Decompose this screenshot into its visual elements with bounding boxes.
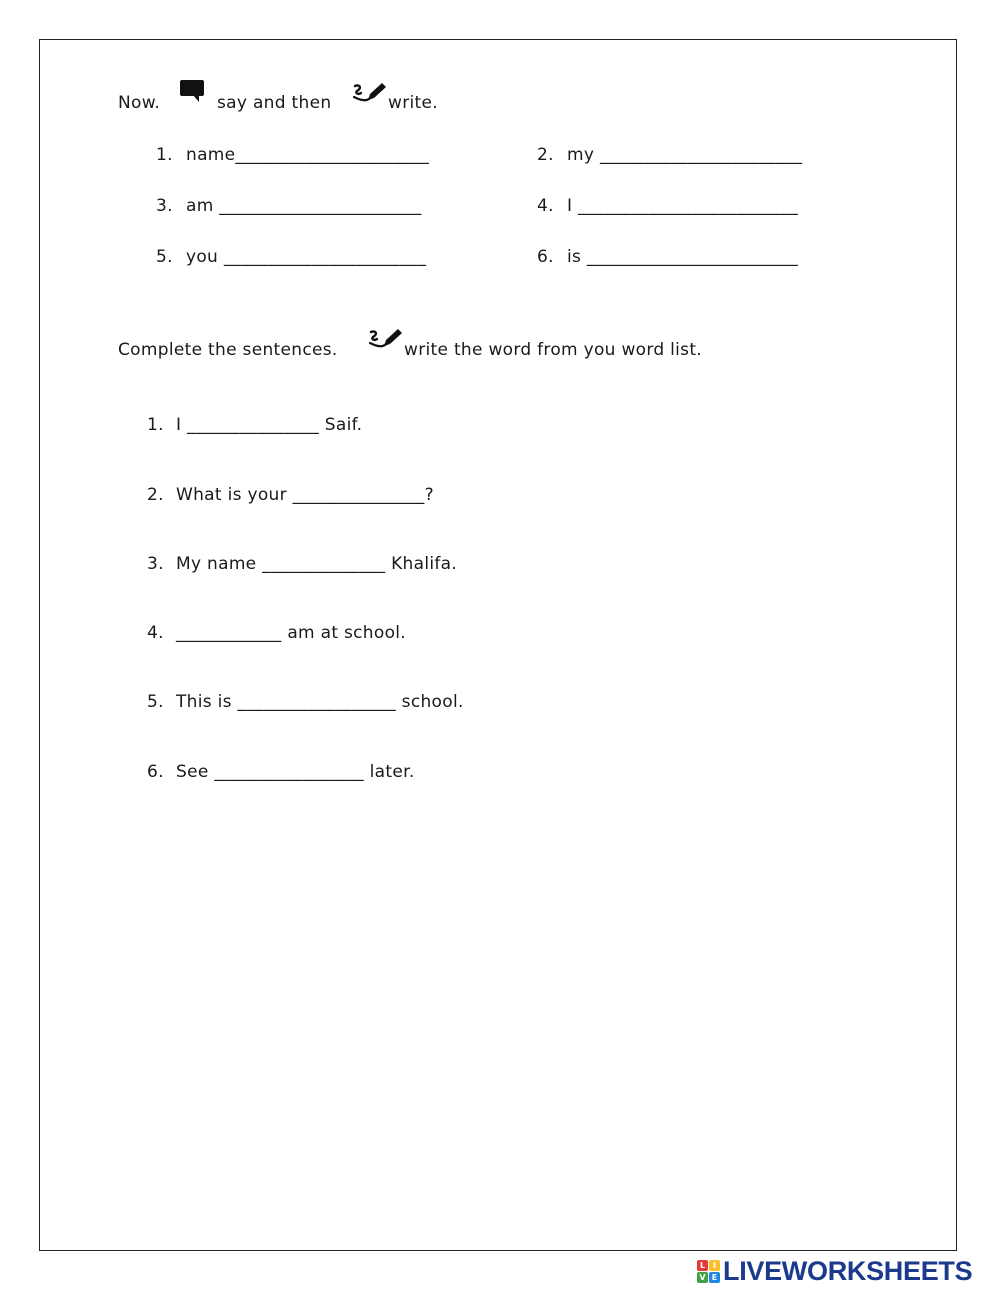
sentence-text-before: This is bbox=[176, 692, 232, 712]
write-blank[interactable]: _______________________ bbox=[219, 196, 422, 216]
word-item-2 bbox=[537, 145, 802, 165]
instruction-write: write. bbox=[388, 93, 438, 113]
item-number: 2. bbox=[537, 145, 554, 165]
item-number: 2. bbox=[147, 485, 164, 505]
write-blank[interactable]: _______________________ bbox=[599, 145, 803, 165]
sentence-text-after: ? bbox=[424, 485, 434, 505]
sentence-text-after: am at school. bbox=[287, 623, 407, 643]
sentence-text-after: school. bbox=[401, 692, 464, 712]
write-blank[interactable]: _______________________ bbox=[223, 247, 427, 267]
item-number: 4. bbox=[537, 196, 554, 216]
word-item-6 bbox=[537, 247, 798, 267]
sentence-text-before: See bbox=[176, 762, 209, 782]
logo-mark-icon bbox=[697, 1260, 720, 1283]
instruction-now: Now. bbox=[118, 93, 161, 113]
write-blank[interactable]: ________________________ bbox=[586, 247, 799, 267]
item-number: 4. bbox=[147, 623, 164, 643]
item-word: is bbox=[567, 247, 582, 267]
word-item-3 bbox=[156, 196, 422, 216]
write-blank[interactable]: _________________________ bbox=[578, 196, 799, 216]
instruction-say: say and then bbox=[217, 93, 332, 113]
item-number: 6. bbox=[147, 762, 164, 782]
sentence-blank[interactable]: ____________ bbox=[176, 623, 282, 643]
item-number: 6. bbox=[537, 247, 554, 267]
liveworksheets-logo bbox=[697, 1256, 972, 1286]
logo-mark-letter: I bbox=[709, 1260, 720, 1271]
sentence-5 bbox=[147, 692, 464, 712]
item-number: 5. bbox=[147, 692, 164, 712]
logo-text: LIVEWORKSHEETS bbox=[723, 1255, 973, 1286]
sentence-6 bbox=[147, 762, 415, 782]
word-item-4 bbox=[537, 196, 798, 216]
sentence-text-before: What is your bbox=[176, 485, 287, 505]
word-item-1 bbox=[156, 145, 429, 165]
item-word: you bbox=[186, 247, 219, 267]
word-item-5 bbox=[156, 247, 426, 267]
item-number: 1. bbox=[147, 415, 164, 435]
sentence-text-after: Khalifa. bbox=[391, 554, 458, 574]
item-number: 1. bbox=[156, 145, 173, 165]
sentence-blank[interactable]: ______________ bbox=[262, 554, 386, 574]
sentence-1 bbox=[147, 415, 362, 435]
logo-mark-letter: V bbox=[697, 1272, 708, 1283]
item-number: 5. bbox=[156, 247, 173, 267]
sentence-text-before: I bbox=[176, 415, 182, 435]
sentence-blank[interactable]: _______________ bbox=[292, 485, 425, 505]
item-number: 3. bbox=[147, 554, 164, 574]
sentence-text-after: Saif. bbox=[324, 415, 363, 435]
write-blank[interactable]: ______________________ bbox=[235, 145, 430, 165]
sentence-text-after: later. bbox=[369, 762, 415, 782]
sentence-3 bbox=[147, 554, 457, 574]
pencil-icon bbox=[368, 326, 404, 354]
item-number: 3. bbox=[156, 196, 173, 216]
logo-mark-letter: L bbox=[697, 1260, 708, 1271]
instruction-complete: Complete the sentences. bbox=[118, 340, 338, 360]
item-word: name bbox=[186, 145, 236, 165]
instruction-write-word: write the word from you word list. bbox=[404, 340, 703, 360]
sentence-text-before: My name bbox=[176, 554, 257, 574]
pencil-icon bbox=[352, 80, 388, 108]
item-word: I bbox=[567, 196, 573, 216]
item-word: am bbox=[186, 196, 214, 216]
item-word: my bbox=[567, 145, 595, 165]
sentence-2 bbox=[147, 485, 434, 505]
sentence-blank[interactable]: _________________ bbox=[214, 762, 364, 782]
logo-mark-letter: E bbox=[709, 1272, 720, 1283]
worksheet-border bbox=[39, 39, 957, 1251]
speech-bubble-icon bbox=[179, 79, 205, 103]
sentence-4 bbox=[147, 623, 406, 643]
sentence-blank[interactable]: __________________ bbox=[237, 692, 396, 712]
sentence-blank[interactable]: _______________ bbox=[187, 415, 320, 435]
